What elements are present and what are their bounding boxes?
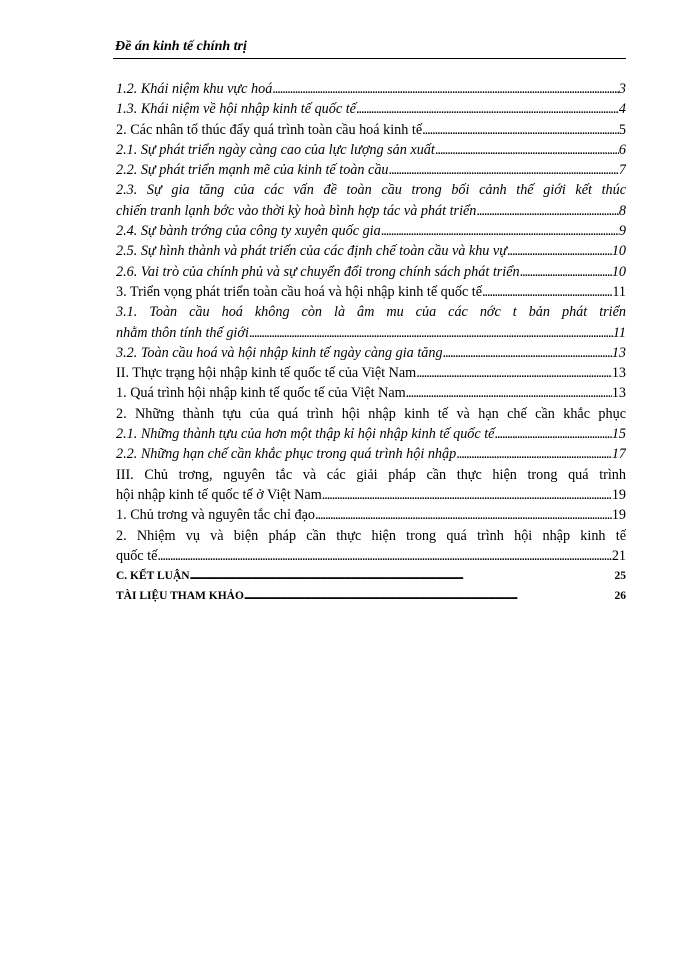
toc-leader-dots: [381, 221, 619, 241]
toc-leader-dots: [190, 566, 615, 586]
toc-entry-title: 1. Chủ trơng và nguyên tắc chỉ đạo: [116, 507, 315, 524]
toc-entry-page: 13: [611, 385, 626, 402]
toc-entry-page: 21: [611, 547, 626, 564]
toc-leader-dots: [443, 343, 612, 363]
toc-entry-page: 7: [618, 162, 626, 179]
toc-leader-dots: [356, 99, 619, 119]
toc-entry-page: 19: [611, 486, 626, 503]
toc-entry: [116, 302, 626, 322]
toc-entry-page: 3: [618, 81, 626, 97]
toc-entry-page: 8: [618, 202, 626, 219]
toc-entry-title: 3.1. Toàn cầu hoá không còn là âm mu của các nớc t bản phát triển: [116, 304, 626, 321]
toc-entry-title: 2.1. Những thành tựu của hơn một thập kỉ hội nhập kinh tế quốc tế: [116, 426, 495, 443]
toc-leader-dots: [157, 546, 611, 566]
toc-leader-dots: [476, 201, 619, 221]
toc-entry-page: 5: [618, 121, 626, 138]
toc-entry: [116, 120, 626, 140]
toc-entry: [116, 282, 626, 302]
toc-leader-dots: [422, 120, 619, 140]
toc-entry-page: 9: [618, 223, 626, 240]
toc-entry-page: 10: [611, 263, 626, 280]
toc-entry-title: nhằm thôn tính thế giới: [116, 324, 249, 341]
table-of-contents: [116, 79, 626, 607]
toc-entry: [116, 505, 626, 525]
toc-entry-page: 10: [611, 243, 626, 260]
toc-entry-title: 1.3. Khái niệm về hội nhập kinh tế quốc tế: [116, 101, 356, 118]
toc-entry-page: 19: [611, 507, 626, 524]
toc-entry: [116, 424, 626, 444]
toc-entry: [116, 99, 626, 119]
toc-entry-title: 3.2. Toàn cầu hoá và hội nhập kinh tế ngày càng gia tăng: [116, 344, 443, 361]
toc-entry-title: III. Chủ trơng, nguyên tắc và các giải pháp cần thực hiện trong quá trình: [116, 466, 626, 483]
toc-entry-title: chiến tranh lạnh bớc vào thời kỳ hoà bình hợp tác và phát triển: [116, 202, 477, 219]
toc-leader-dots: [406, 383, 612, 403]
toc-entry-page: 13: [611, 365, 626, 382]
toc-entry: [116, 79, 626, 99]
toc-entry-title: 2.5. Sự hình thành và phát triển của các định chế toàn cầu và khu vự: [116, 243, 507, 260]
toc-entry-title: 2. Nhiệm vụ và biện pháp cần thực hiện trong quá trình hội nhập kinh tế: [116, 527, 626, 544]
toc-entry-title: C. KẾT LUẬN: [116, 570, 190, 583]
toc-entry: [116, 485, 626, 505]
toc-entry-page: 15: [611, 426, 626, 443]
toc-entry: [116, 404, 626, 424]
toc-entry: [116, 180, 626, 200]
toc-entry: [116, 526, 626, 546]
toc-entry: [116, 201, 626, 221]
toc-entry: [116, 160, 626, 180]
toc-entry-title: 2. Các nhân tố thúc đẩy quá trình toàn cầu hoá kinh tế: [116, 121, 423, 138]
toc-entry-page: 11: [612, 283, 626, 300]
toc-leader-dots: [435, 140, 619, 160]
toc-entry: [116, 363, 626, 383]
toc-leader-dots: [315, 505, 612, 525]
toc-leader-dots: [494, 424, 611, 444]
toc-entry: [116, 444, 626, 464]
toc-leader-dots: [272, 79, 619, 99]
toc-entry-page: 17: [611, 446, 626, 463]
toc-entry: [116, 140, 626, 160]
toc-entry-title: 2.6. Vai trò của chính phủ và sự chuyển đổi trong chính sách phát triển: [116, 263, 520, 280]
toc-entry-title: II. Thực trạng hội nhập kinh tế quốc tế của Việt Nam: [116, 365, 417, 382]
toc-entry-title: hội nhập kinh tế quốc tế ở Việt Nam: [116, 486, 322, 503]
toc-entry: [116, 343, 626, 363]
toc-entry: [116, 383, 626, 403]
toc-entry-title: 1.2. Khái niệm khu vực hoá: [116, 81, 273, 97]
toc-leader-dots: [244, 586, 615, 606]
toc-leader-dots: [416, 363, 612, 383]
toc-entry-title: 2.4. Sự bành trớng của công ty xuyên quốc gia: [116, 223, 381, 240]
toc-entry-title: 3. Triển vọng phát triển toàn cầu hoá và hội nhập kinh tế quốc tế: [116, 283, 483, 300]
toc-entry-page: 26: [614, 590, 626, 603]
toc-entry-page: 4: [618, 101, 626, 118]
toc-entry: [116, 262, 626, 282]
toc-entry-page: 11: [612, 324, 626, 341]
toc-entry: [116, 566, 626, 586]
toc-entry: [116, 241, 626, 261]
toc-leader-dots: [482, 282, 612, 302]
page-header: [113, 38, 626, 59]
toc-leader-dots: [456, 444, 612, 464]
header-title: Đề án kinh tế chính trị: [115, 39, 247, 54]
toc-entry: [116, 465, 626, 485]
toc-entry-title: 2.1. Sự phát triển ngày càng cao của lực lượng sản xuất: [116, 141, 435, 158]
toc-leader-dots: [249, 323, 613, 343]
toc-entry-title: 2.2. Sự phát triển mạnh mẽ của kinh tế toàn cầu: [116, 162, 389, 179]
toc-entry-title: TÀI LIỆU THAM KHẢO: [116, 590, 244, 603]
toc-entry: [116, 221, 626, 241]
toc-leader-dots: [322, 485, 612, 505]
toc-entry-title: quốc tế: [116, 547, 158, 564]
toc-entry-page: 25: [614, 570, 626, 583]
toc-entry: [116, 323, 626, 343]
toc-entry: [116, 586, 626, 606]
toc-entry: [116, 546, 626, 566]
toc-entry-title: 2.3. Sự gia tăng của các vấn đề toàn cầu trong bối cảnh thế giới kết thúc: [116, 182, 626, 199]
toc-leader-dots: [507, 241, 612, 261]
toc-entry-title: 2.2. Những hạn chế cần khắc phục trong quá trình hội nhập: [116, 446, 457, 463]
toc-entry-page: 6: [618, 141, 626, 158]
toc-entry-page: 13: [611, 344, 626, 361]
toc-entry-title: 1. Quá trình hội nhập kinh tế quốc tế của Việt Nam: [116, 385, 406, 402]
toc-entry-title: 2. Những thành tựu của quá trình hội nhập kinh tế và hạn chế cần khắc phục: [116, 405, 626, 422]
toc-leader-dots: [389, 160, 619, 180]
toc-leader-dots: [520, 262, 612, 282]
